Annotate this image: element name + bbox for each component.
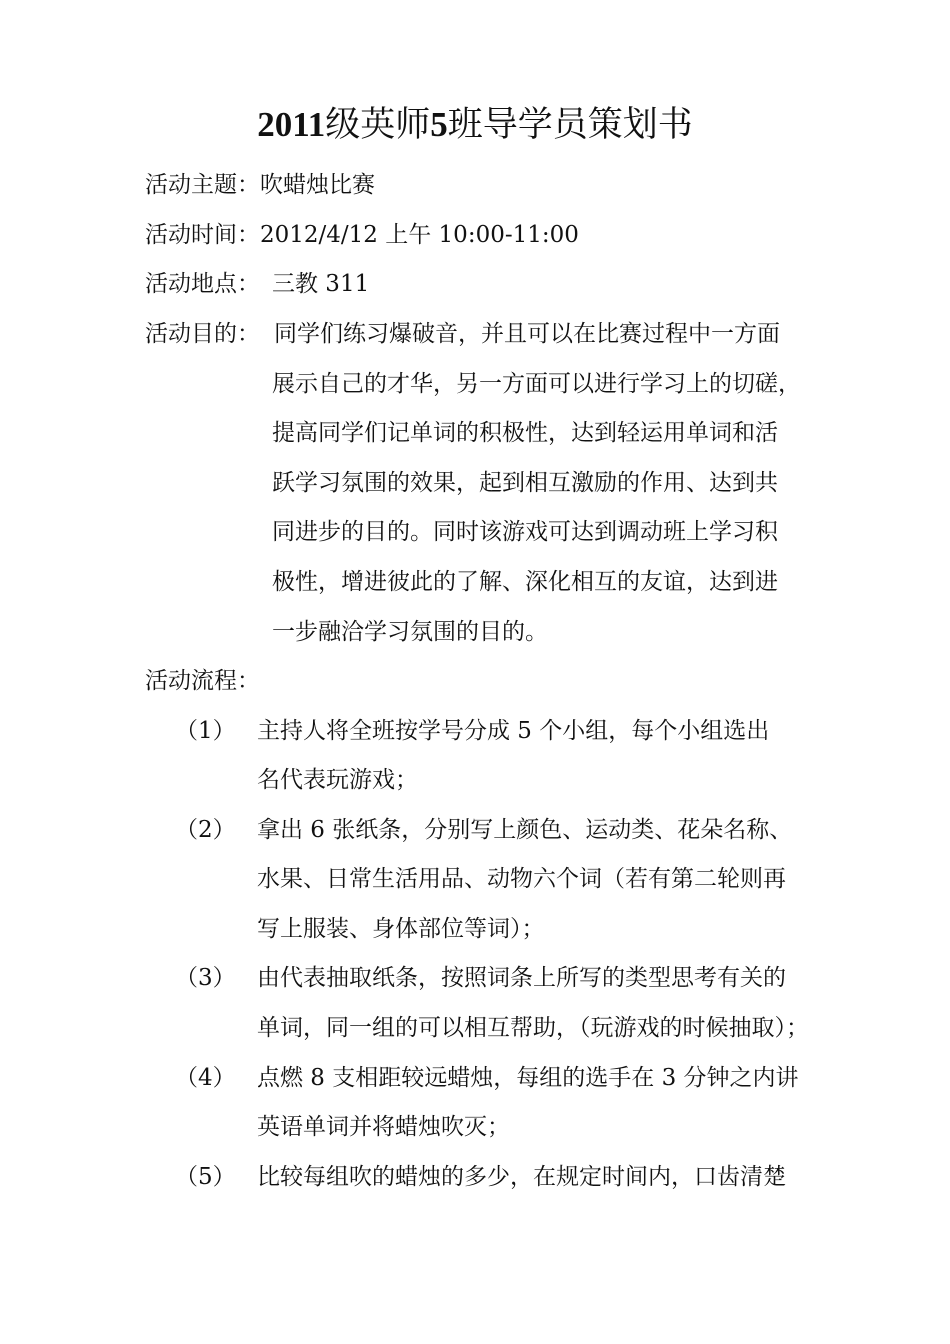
step-2-number: （2）	[175, 817, 236, 843]
step-4-line-2: 英语单词并将蜡烛吹灭；	[257, 1114, 510, 1140]
step-1-line-2: 名代表玩游戏；	[257, 767, 418, 793]
title-part1: 级英师	[325, 105, 431, 145]
step-1-number: （1）	[175, 718, 236, 744]
step-4-number: （4）	[175, 1065, 236, 1091]
step-2-line-3: 写上服装、身体部位等词）；	[257, 916, 545, 942]
purpose-line-7: 一步融洽学习氛围的目的。	[272, 619, 548, 645]
step-5-line-1: 比较每组吹的蜡烛的多少，在规定时间内，口齿清楚	[257, 1164, 786, 1190]
title-year: 2011	[257, 105, 326, 144]
step-3-line-1: 由代表抽取纸条，按照词条上所写的类型思考有关的	[257, 965, 786, 991]
place-line	[145, 269, 369, 299]
step-2-line-1: 拿出 6 张纸条，分别写上颜色、运动类、花朵名称、	[257, 817, 793, 843]
step-3-line-2: 单词，同一组的可以相互帮助，（玩游戏的时候抽取）；	[257, 1015, 809, 1041]
purpose-line-6: 极性，增进彼此的了解、深化相互的友谊，达到进	[272, 569, 778, 595]
theme-value: 吹蜡烛比赛	[260, 172, 375, 198]
step-5-number: （5）	[175, 1164, 236, 1190]
title-class-no: 5	[430, 105, 448, 144]
purpose-line-5: 同进步的目的。同时该游戏可达到调动班上学习积	[272, 519, 778, 545]
process-label: 活动流程：	[145, 668, 260, 694]
time-value: 2012/4/12 上午 10:00-11:00	[260, 222, 579, 248]
purpose-line-2: 展示自己的才华，另一方面可以进行学习上的切磋，	[272, 371, 801, 397]
time-line	[145, 220, 579, 250]
purpose-line-3: 提高同学们记单词的积极性，达到轻运用单词和活	[272, 420, 778, 446]
theme-line	[145, 170, 375, 200]
purpose-label: 活动目的：	[145, 321, 260, 347]
purpose-line-1: 同学们练习爆破音，并且可以在比赛过程中一方面	[274, 321, 780, 347]
place-label: 活动地点：	[145, 271, 260, 297]
step-3-number: （3）	[175, 965, 236, 991]
purpose-line-4: 跃学习氛围的效果，起到相互激励的作用、达到共	[272, 470, 778, 496]
step-1-line-1: 主持人将全班按学号分成 5 个小组，每个小组选出	[257, 718, 770, 744]
place-value: 三教 311	[272, 271, 370, 297]
theme-label: 活动主题：	[145, 172, 260, 198]
title-part2: 班导学员策划书	[447, 105, 693, 145]
time-label: 活动时间：	[145, 222, 260, 248]
step-2-line-2: 水果、日常生活用品、动物六个词（若有第二轮则再	[257, 866, 786, 892]
document-title	[0, 100, 950, 150]
step-4-line-1: 点燃 8 支相距较远蜡烛，每组的选手在 3 分钟之内讲	[257, 1065, 799, 1091]
